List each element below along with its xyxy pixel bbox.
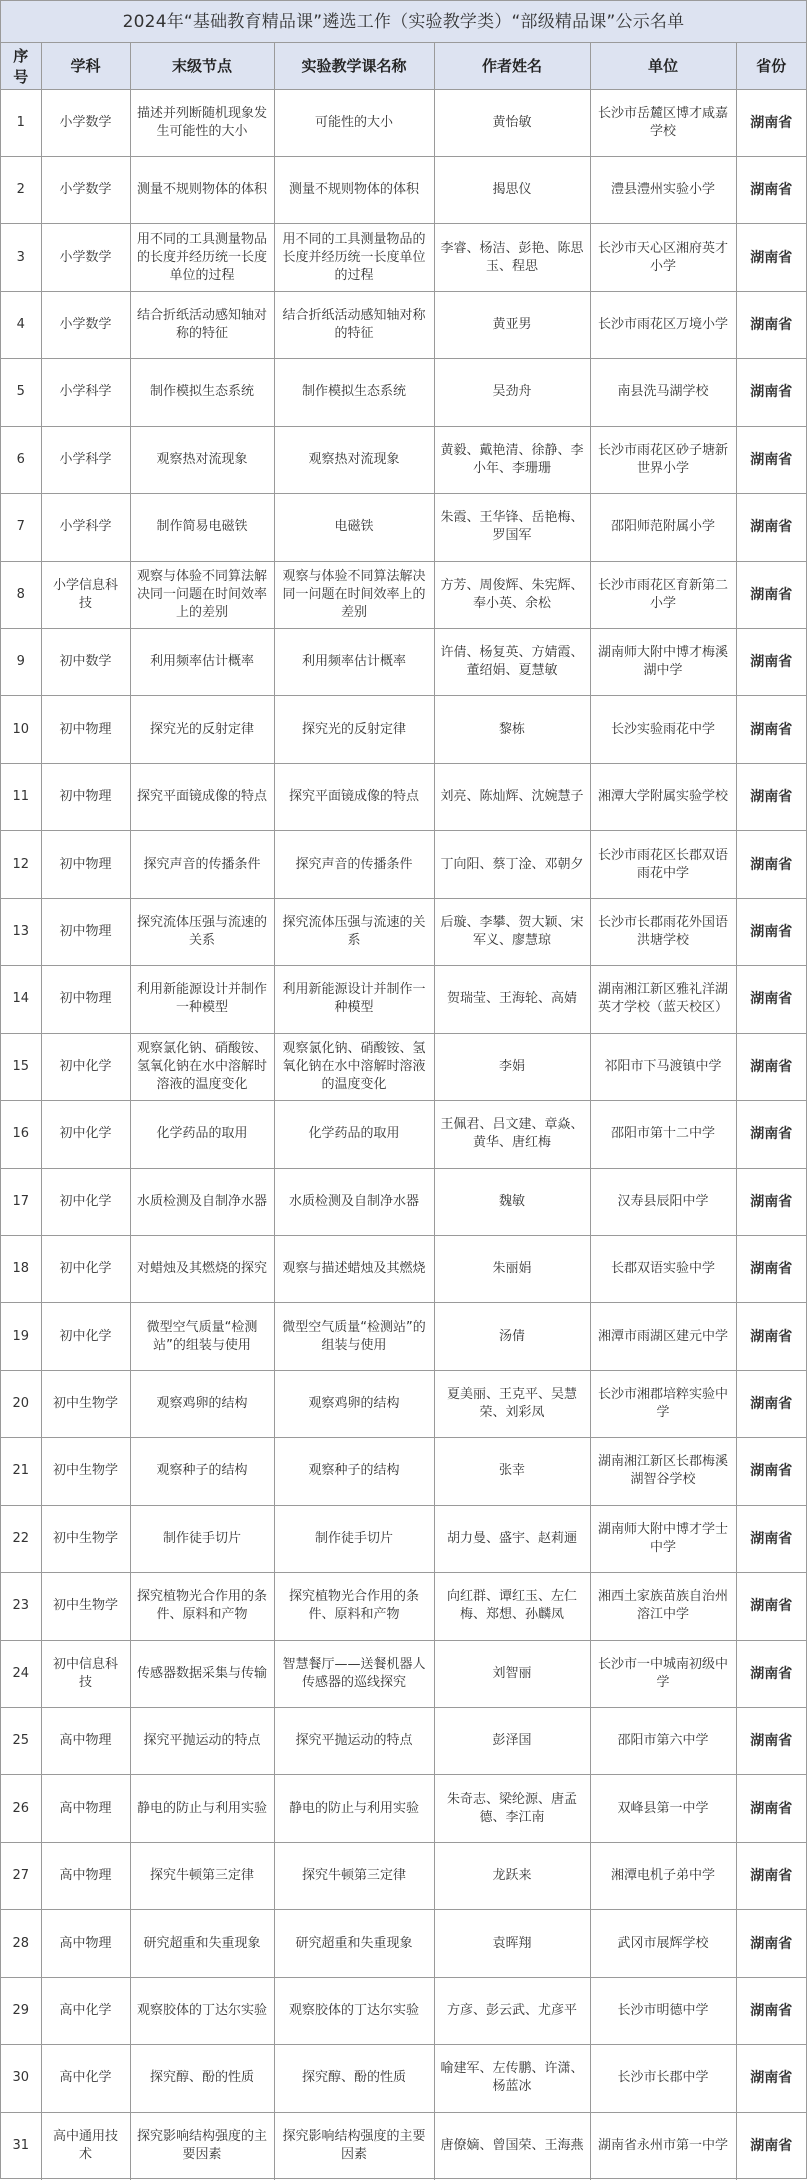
cell-node: 制作简易电磁铁 [130, 494, 274, 561]
table-row [1, 1842, 806, 1909]
cell-province: 湖南省 [736, 494, 806, 561]
cell-unit: 邵阳师范附属小学 [590, 494, 736, 561]
cell-node: 观察氯化钠、硝酸铵、氢氧化钠在水中溶解时溶液的温度变化 [130, 1033, 274, 1100]
cell-authors: 许倩、杨复英、方婧霞、董绍娟、夏慧敏 [434, 629, 590, 696]
cell-node: 化学药品的取用 [130, 1101, 274, 1168]
cell-unit: 澧县澧州实验小学 [590, 156, 736, 223]
cell-seq: 4 [1, 291, 41, 358]
cell-unit: 武冈市展辉学校 [590, 1910, 736, 1977]
cell-lesson: 测量不规则物体的体积 [274, 156, 434, 223]
cell-subject: 初中物理 [41, 763, 130, 830]
cell-authors: 喻建军、左传鹏、许潇、杨蓝冰 [434, 2045, 590, 2112]
header-subject: 学科 [41, 43, 130, 89]
cell-authors: 朱丽娟 [434, 1235, 590, 1302]
cell-unit: 湖南师大附中博才梅溪湖中学 [590, 629, 736, 696]
table-row [1, 898, 806, 965]
cell-authors: 丁向阳、蔡丁淦、邓朝夕 [434, 831, 590, 898]
cell-lesson: 探究平抛运动的特点 [274, 1708, 434, 1775]
cell-lesson: 可能性的大小 [274, 89, 434, 156]
cell-seq: 14 [1, 966, 41, 1033]
cell-lesson: 电磁铁 [274, 494, 434, 561]
cell-province: 湖南省 [736, 89, 806, 156]
cell-subject: 小学科学 [41, 494, 130, 561]
table-row [1, 426, 806, 493]
cell-unit: 邵阳市第十二中学 [590, 1101, 736, 1168]
cell-seq: 30 [1, 2045, 41, 2112]
cell-node: 探究平面镜成像的特点 [130, 763, 274, 830]
cell-province: 湖南省 [736, 966, 806, 1033]
cell-node: 结合折纸活动感知轴对称的特征 [130, 291, 274, 358]
cell-unit: 湖南省永州市第一中学 [590, 2112, 736, 2179]
cell-subject: 初中信息科技 [41, 1640, 130, 1707]
cell-unit: 湘潭大学附属实验学校 [590, 763, 736, 830]
cell-seq: 25 [1, 1708, 41, 1775]
cell-lesson: 探究流体压强与流速的关系 [274, 898, 434, 965]
cell-subject: 初中生物学 [41, 1573, 130, 1640]
cell-node: 观察鸡卵的结构 [130, 1370, 274, 1437]
cell-lesson: 探究平面镜成像的特点 [274, 763, 434, 830]
cell-authors: 唐僚嫡、曾国荣、王海燕 [434, 2112, 590, 2179]
cell-node: 制作模拟生态系统 [130, 359, 274, 426]
cell-subject: 高中物理 [41, 1775, 130, 1842]
table-row [1, 1505, 806, 1572]
cell-lesson: 探究声音的传播条件 [274, 831, 434, 898]
cell-subject: 高中物理 [41, 1708, 130, 1775]
table-row [1, 696, 806, 763]
cell-seq: 19 [1, 1303, 41, 1370]
cell-seq: 1 [1, 89, 41, 156]
cell-unit: 长沙市雨花区长郡双语雨花中学 [590, 831, 736, 898]
cell-province: 湖南省 [736, 1033, 806, 1100]
cell-lesson: 探究影响结构强度的主要因素 [274, 2112, 434, 2179]
cell-unit: 邵阳市第六中学 [590, 1708, 736, 1775]
cell-province: 湖南省 [736, 224, 806, 291]
cell-node: 研究超重和失重现象 [130, 1910, 274, 1977]
cell-lesson: 微型空气质量“检测站”的组装与使用 [274, 1303, 434, 1370]
table-row [1, 1033, 806, 1100]
cell-lesson: 探究牛顿第三定律 [274, 1842, 434, 1909]
cell-subject: 小学数学 [41, 291, 130, 358]
cell-seq: 3 [1, 224, 41, 291]
cell-province: 湖南省 [736, 898, 806, 965]
cell-province: 湖南省 [736, 831, 806, 898]
cell-unit: 长沙市长郡中学 [590, 2045, 736, 2112]
cell-subject: 小学信息科技 [41, 561, 130, 628]
cell-subject: 初中化学 [41, 1101, 130, 1168]
cell-authors: 夏美丽、王克平、吴慧荣、刘彩凤 [434, 1370, 590, 1437]
cell-province: 湖南省 [736, 1101, 806, 1168]
cell-authors: 李睿、杨洁、彭艳、陈思玉、程思 [434, 224, 590, 291]
table-row [1, 1101, 806, 1168]
cell-subject: 初中化学 [41, 1235, 130, 1302]
cell-lesson: 用不同的工具测量物品的长度并经历统一长度单位的过程 [274, 224, 434, 291]
cell-seq: 13 [1, 898, 41, 965]
cell-lesson: 利用新能源设计并制作一种模型 [274, 966, 434, 1033]
cell-province: 湖南省 [736, 426, 806, 493]
cell-node: 探究影响结构强度的主要因素 [130, 2112, 274, 2179]
cell-seq: 8 [1, 561, 41, 628]
cell-seq: 29 [1, 1977, 41, 2044]
cell-authors: 方彦、彭云武、尤彦平 [434, 1977, 590, 2044]
cell-seq: 15 [1, 1033, 41, 1100]
cell-seq: 23 [1, 1573, 41, 1640]
cell-lesson: 水质检测及自制净水器 [274, 1168, 434, 1235]
header-unit: 单位 [590, 43, 736, 89]
cell-subject: 小学科学 [41, 426, 130, 493]
cell-subject: 初中数学 [41, 629, 130, 696]
cell-authors: 袁晖翔 [434, 1910, 590, 1977]
table-row [1, 359, 806, 426]
cell-unit: 湖南师大附中博才学士中学 [590, 1505, 736, 1572]
table-row [1, 494, 806, 561]
cell-seq: 27 [1, 1842, 41, 1909]
cell-node: 静电的防止与利用实验 [130, 1775, 274, 1842]
cell-authors: 黎栋 [434, 696, 590, 763]
cell-unit: 湖南湘江新区长郡梅溪湖智谷学校 [590, 1438, 736, 1505]
cell-authors: 刘亮、陈灿辉、沈婉慧子 [434, 763, 590, 830]
cell-node: 探究声音的传播条件 [130, 831, 274, 898]
cell-unit: 湘潭市雨湖区建元中学 [590, 1303, 736, 1370]
cell-unit: 南县洗马湖学校 [590, 359, 736, 426]
cell-node: 对蜡烛及其燃烧的探究 [130, 1235, 274, 1302]
cell-authors: 魏敏 [434, 1168, 590, 1235]
cell-unit: 长沙市长郡雨花外国语洪塘学校 [590, 898, 736, 965]
cell-unit: 长沙市雨花区育新第二小学 [590, 561, 736, 628]
cell-lesson: 制作徒手切片 [274, 1505, 434, 1572]
cell-node: 测量不规则物体的体积 [130, 156, 274, 223]
cell-subject: 初中化学 [41, 1168, 130, 1235]
cell-seq: 17 [1, 1168, 41, 1235]
cell-unit: 长沙市雨花区砂子塘新世界小学 [590, 426, 736, 493]
table-row [1, 561, 806, 628]
table-row [1, 1910, 806, 1977]
cell-node: 观察热对流现象 [130, 426, 274, 493]
cell-authors: 黄亚男 [434, 291, 590, 358]
cell-authors: 向红群、谭红玉、左仁梅、郑想、孙麟凤 [434, 1573, 590, 1640]
cell-seq: 26 [1, 1775, 41, 1842]
cell-subject: 小学数学 [41, 89, 130, 156]
cell-node: 观察与体验不同算法解决同一问题在时间效率上的差别 [130, 561, 274, 628]
cell-authors: 朱奇志、梁纶源、唐孟德、李江南 [434, 1775, 590, 1842]
cell-node: 观察胶体的丁达尔实验 [130, 1977, 274, 2044]
cell-lesson: 观察鸡卵的结构 [274, 1370, 434, 1437]
cell-authors: 刘智丽 [434, 1640, 590, 1707]
cell-node: 传感器数据采集与传输 [130, 1640, 274, 1707]
cell-node: 探究牛顿第三定律 [130, 1842, 274, 1909]
cell-lesson: 观察种子的结构 [274, 1438, 434, 1505]
cell-subject: 初中化学 [41, 1303, 130, 1370]
cell-unit: 长沙市一中城南初级中学 [590, 1640, 736, 1707]
cell-province: 湖南省 [736, 1708, 806, 1775]
table-header [1, 43, 806, 89]
cell-province: 湖南省 [736, 1842, 806, 1909]
table-row [1, 89, 806, 156]
cell-seq: 5 [1, 359, 41, 426]
table-row [1, 1775, 806, 1842]
cell-seq: 24 [1, 1640, 41, 1707]
document-title: 2024年“基础教育精品课”遴选工作（实验教学类）“部级精品课”公示名单 [1, 1, 806, 43]
cell-province: 湖南省 [736, 1573, 806, 1640]
cell-seq: 21 [1, 1438, 41, 1505]
cell-lesson: 结合折纸活动感知轴对称的特征 [274, 291, 434, 358]
cell-lesson: 研究超重和失重现象 [274, 1910, 434, 1977]
cell-subject: 初中物理 [41, 898, 130, 965]
cell-subject: 小学数学 [41, 156, 130, 223]
cell-lesson: 静电的防止与利用实验 [274, 1775, 434, 1842]
cell-authors: 后璇、李攀、贺大颖、宋军义、廖慧琼 [434, 898, 590, 965]
cell-lesson: 智慧餐厅——送餐机器人传感器的巡线探究 [274, 1640, 434, 1707]
table-row [1, 1168, 806, 1235]
header-authors: 作者姓名 [434, 43, 590, 89]
cell-subject: 高中物理 [41, 1842, 130, 1909]
cell-subject: 初中物理 [41, 696, 130, 763]
header-row [1, 43, 806, 89]
cell-seq: 16 [1, 1101, 41, 1168]
cell-authors: 吴劲舟 [434, 359, 590, 426]
table-row [1, 763, 806, 830]
cell-seq: 7 [1, 494, 41, 561]
table-row [1, 1573, 806, 1640]
cell-authors: 汤倩 [434, 1303, 590, 1370]
cell-subject: 高中化学 [41, 2045, 130, 2112]
cell-seq: 28 [1, 1910, 41, 1977]
cell-node: 观察种子的结构 [130, 1438, 274, 1505]
cell-subject: 高中通用技术 [41, 2112, 130, 2179]
table-row [1, 1303, 806, 1370]
table-row [1, 291, 806, 358]
cell-node: 制作徒手切片 [130, 1505, 274, 1572]
cell-province: 湖南省 [736, 561, 806, 628]
cell-seq: 20 [1, 1370, 41, 1437]
cell-unit: 长沙市天心区湘府英才小学 [590, 224, 736, 291]
cell-subject: 小学科学 [41, 359, 130, 426]
cell-seq: 22 [1, 1505, 41, 1572]
cell-province: 湖南省 [736, 1775, 806, 1842]
cell-seq: 6 [1, 426, 41, 493]
cell-authors: 贺瑞莹、王海轮、高婧 [434, 966, 590, 1033]
cell-authors: 龙跃来 [434, 1842, 590, 1909]
cell-unit: 汉寿县辰阳中学 [590, 1168, 736, 1235]
cell-province: 湖南省 [736, 1370, 806, 1437]
table-row [1, 224, 806, 291]
cell-province: 湖南省 [736, 291, 806, 358]
cell-province: 湖南省 [736, 2112, 806, 2179]
cell-lesson: 化学药品的取用 [274, 1101, 434, 1168]
cell-node: 利用频率估计概率 [130, 629, 274, 696]
cell-seq: 10 [1, 696, 41, 763]
cell-seq: 9 [1, 629, 41, 696]
table-row [1, 156, 806, 223]
cell-node: 探究醇、酚的性质 [130, 2045, 274, 2112]
header-node: 末级节点 [130, 43, 274, 89]
cell-province: 湖南省 [736, 1505, 806, 1572]
cell-authors: 胡力曼、盛宇、赵莉逦 [434, 1505, 590, 1572]
table-row [1, 2112, 806, 2179]
cell-province: 湖南省 [736, 1910, 806, 1977]
cell-subject: 初中生物学 [41, 1505, 130, 1572]
cell-node: 利用新能源设计并制作一种模型 [130, 966, 274, 1033]
cell-seq: 11 [1, 763, 41, 830]
table-row [1, 1235, 806, 1302]
cell-lesson: 观察与体验不同算法解决同一问题在时间效率上的差别 [274, 561, 434, 628]
table-body [1, 89, 806, 2180]
cell-lesson: 利用频率估计概率 [274, 629, 434, 696]
table-row [1, 1708, 806, 1775]
cell-seq: 2 [1, 156, 41, 223]
cell-province: 湖南省 [736, 696, 806, 763]
cell-subject: 小学数学 [41, 224, 130, 291]
cell-lesson: 观察胶体的丁达尔实验 [274, 1977, 434, 2044]
cell-node: 水质检测及自制净水器 [130, 1168, 274, 1235]
header-province: 省份 [736, 43, 806, 89]
cell-lesson: 制作模拟生态系统 [274, 359, 434, 426]
cell-unit: 长沙市雨花区万境小学 [590, 291, 736, 358]
cell-node: 探究平抛运动的特点 [130, 1708, 274, 1775]
cell-unit: 长沙市岳麓区博才咸嘉学校 [590, 89, 736, 156]
table-row [1, 1977, 806, 2044]
cell-seq: 31 [1, 2112, 41, 2179]
table-row [1, 1640, 806, 1707]
cell-province: 湖南省 [736, 1303, 806, 1370]
cell-unit: 双峰县第一中学 [590, 1775, 736, 1842]
table-row [1, 966, 806, 1033]
cell-authors: 王佩君、吕文建、章焱、黄华、唐红梅 [434, 1101, 590, 1168]
cell-province: 湖南省 [736, 1640, 806, 1707]
cell-province: 湖南省 [736, 1977, 806, 2044]
table-row [1, 2045, 806, 2112]
cell-authors: 朱霞、王华锋、岳艳梅、罗国军 [434, 494, 590, 561]
table-row [1, 1438, 806, 1505]
header-lesson: 实验教学课名称 [274, 43, 434, 89]
cell-province: 湖南省 [736, 359, 806, 426]
cell-authors: 彭泽国 [434, 1708, 590, 1775]
cell-unit: 长沙市明德中学 [590, 1977, 736, 2044]
cell-province: 湖南省 [736, 1235, 806, 1302]
cell-subject: 初中生物学 [41, 1370, 130, 1437]
cell-lesson: 观察氯化钠、硝酸铵、氢氧化钠在水中溶解时溶液的温度变化 [274, 1033, 434, 1100]
cell-province: 湖南省 [736, 629, 806, 696]
cell-unit: 湖南湘江新区雅礼洋湖英才学校（蓝天校区） [590, 966, 736, 1033]
cell-province: 湖南省 [736, 1438, 806, 1505]
cell-subject: 初中化学 [41, 1033, 130, 1100]
cell-authors: 揭思仪 [434, 156, 590, 223]
cell-unit: 长沙市湘郡培粹实验中学 [590, 1370, 736, 1437]
cell-lesson: 探究植物光合作用的条件、原料和产物 [274, 1573, 434, 1640]
cell-subject: 高中物理 [41, 1910, 130, 1977]
cell-unit: 祁阳市下马渡镇中学 [590, 1033, 736, 1100]
cell-province: 湖南省 [736, 1168, 806, 1235]
cell-node: 探究光的反射定律 [130, 696, 274, 763]
header-seq: 序号 [1, 43, 41, 89]
cell-province: 湖南省 [736, 156, 806, 223]
cell-node: 探究植物光合作用的条件、原料和产物 [130, 1573, 274, 1640]
cell-authors: 黄怡敏 [434, 89, 590, 156]
cell-lesson: 探究光的反射定律 [274, 696, 434, 763]
cell-lesson: 探究醇、酚的性质 [274, 2045, 434, 2112]
table-row [1, 629, 806, 696]
cell-node: 描述并列断随机现象发生可能性的大小 [130, 89, 274, 156]
cell-unit: 长沙实验雨花中学 [590, 696, 736, 763]
cell-node: 用不同的工具测量物品的长度并经历统一长度单位的过程 [130, 224, 274, 291]
cell-subject: 初中生物学 [41, 1438, 130, 1505]
cell-authors: 张幸 [434, 1438, 590, 1505]
cell-unit: 湘潭电机子弟中学 [590, 1842, 736, 1909]
table-row [1, 1370, 806, 1437]
cell-authors: 黄毅、戴艳清、徐静、李小年、李珊珊 [434, 426, 590, 493]
cell-subject: 高中化学 [41, 1977, 130, 2044]
cell-authors: 方芳、周俊辉、朱宪辉、奉小英、余松 [434, 561, 590, 628]
cell-lesson: 观察热对流现象 [274, 426, 434, 493]
cell-lesson: 观察与描述蜡烛及其燃烧 [274, 1235, 434, 1302]
cell-node: 微型空气质量“检测站”的组装与使用 [130, 1303, 274, 1370]
results-table [1, 43, 806, 2180]
cell-node: 探究流体压强与流速的关系 [130, 898, 274, 965]
cell-seq: 18 [1, 1235, 41, 1302]
cell-subject: 初中物理 [41, 831, 130, 898]
cell-subject: 初中物理 [41, 966, 130, 1033]
cell-province: 湖南省 [736, 2045, 806, 2112]
cell-seq: 12 [1, 831, 41, 898]
cell-unit: 长郡双语实验中学 [590, 1235, 736, 1302]
cell-authors: 李娟 [434, 1033, 590, 1100]
table-row [1, 831, 806, 898]
cell-province: 湖南省 [736, 763, 806, 830]
cell-unit: 湘西土家族苗族自治州溶江中学 [590, 1573, 736, 1640]
